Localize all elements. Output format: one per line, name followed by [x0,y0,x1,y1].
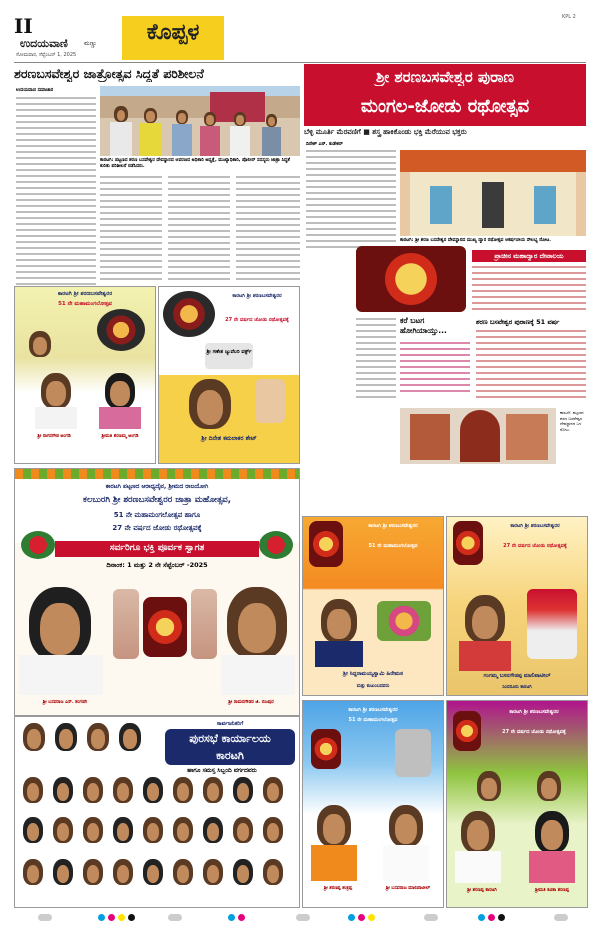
deity-image [356,246,466,312]
registration-mark [128,914,135,921]
registration-mark [478,914,485,921]
registration-mark [98,914,105,921]
left-story-byline: ಉದಯವಾಣಿ ಸಮಾಚಾರ [16,88,54,93]
ad-malipatil-sub: ಸಿಂದನೂರು ಕಾರಟಗಿ [502,685,532,690]
right-story-temple-photo [400,150,586,236]
big-ad-name1: ಶ್ರೀ ಬಸವರಾಜ ಎಸ್. ತಂಗಡಗಿ [42,700,88,705]
right-story-column-2 [472,266,586,314]
ad-big-welcome [14,468,300,716]
ad-hiremath-mid: 51 ನೇ ಮಹಾಮಂಗಲೋತ್ಸವ [368,543,418,549]
ad7-top: ಕಾರಟಗಿ ಶ್ರೀ ಶರಣಬಸವೇಶ್ವರರ [509,709,559,715]
right-story-headline-line1: ಶ್ರೀ ಶರಣಬಸವೇಶ್ವರ ಪುರಾಣ [375,68,515,86]
ad-malipatil-top: ಕಾರಟಗಿ ಶ್ರೀ ಶರಣಬಸವೇಶ್ವರರ [510,523,560,529]
registration-mark [228,914,235,921]
ad-malipatil [446,516,588,696]
big-ad-banner: ಸರ್ವರಿಗೂ ಭಕ್ತಿ ಪೂರ್ವಕ ಸ್ವಾಗತ [109,543,205,553]
right-story-column-3 [356,318,396,402]
left-story-column-4 [236,176,300,284]
ad6-name1: ಶ್ರೀ ಶರಣಪ್ಪ ಶಂಕ್ರಪ್ಪ [323,886,353,891]
right-story-photo-caption: ಕಾರಟಗಿ: ಶ್ರೀ ಶರಣ ಬಸವೇಶ್ವರ ದೇವಸ್ಥಾನದ ಮುಖ್ಯ ದ್ವಾರ ರಥೋತ್ಸವ ಆಕರ್ಷಣೀಯ ಸೌಲಭ್ಯ ನೋಟ. [400,238,551,243]
registration-mark [118,914,125,921]
right-story-subhead: ಬೆಳ್ಳಿ ಮೂರ್ತಿ ಮೆರವಣಿಗೆ ■ ಶಸ್ತ್ರ ಹಾಕಿಕೊಂಡು ಭಕ್ತಿ ಮೆರೆಯುವ ಭಕ್ತರು [304,128,467,136]
ad-purasabhe-heading: ಸಾರ್ವಜನಿಕರಿಗೆ [216,721,244,727]
ad-ganesh-name: ಶ್ರೀ ದಿನೇಶ ಕಮಲಾಕರ ಶೇಟ್ [201,435,257,442]
registration-mark [38,914,52,921]
ad-purasabhe-title1: ಪುರಸಭೆ ಕಾರ್ಯಾಲಯ [189,732,271,745]
big-ad-line3: 51 ನೇ ಮಹಾಮಂಗಲೋತ್ಸವ ಹಾಗೂ [113,511,201,519]
ad-ganesh-shop: ಶ್ರೀ ಗಣೇಶ ಜ್ಯುವೆಲರಿ ವರ್ಕ್ಸ್ [206,349,252,355]
registration-mark [348,914,355,921]
ad6-top: ಕಾರಟಗಿ ಶ್ರೀ ಶರಣಬಸವೇಶ್ವರರ [348,707,398,713]
registration-mark [498,914,505,921]
ad7-name2: ಶ್ರೀಮತಿ ಕವಿತಾ ಶರಣಪ್ಪ [535,888,569,893]
ad6-mid: 51 ನೇ ಮಹಾಮಂಗಲೋತ್ಸವ [348,717,398,723]
ad-hiremath [302,516,444,696]
right-story-headline-line2: ಮಂಗಲ-ಜೋಡು ರಥೋತ್ಸವ [360,96,530,117]
registration-mark [238,914,245,921]
ad-hiremath-name: ಶ್ರೀ ಸಿದ್ದರಾಮಯ್ಯಸ್ವಾಮಿ ಹಿರೇಮಠ [342,671,404,677]
ad7-name1: ಶ್ರೀ ಶರಣಪ್ಪ ಕಾರಟಗಿ [467,888,497,893]
left-story-photo-caption: ಕಾರಟಗಿ: ಪಟ್ಟಣದ ಶರಣ ಬಸವೇಶ್ವರ ದೇವಸ್ಥಾನದ ಆವರಣದ ಅಧಿಕಾರಿ ಅಧ್ಯಕ್ಷೆ, ಮುಖ್ಯಾಧಿಕಾರಿ, ಪೊಲೀಸ್ ಸದಸ್ಯರು ಜಾತ್ರಾ ಸಿದ್ಧತೆ ಕುರಿತು ಪರಿಶೀಲನೆ ನಡೆಸಿದರು. [100,158,290,170]
ad7-mid: 27 ನೇ ವರ್ಷದ ಜೋಡು ರಥೋತ್ಸವಕ್ಕೆ [502,729,566,735]
quote-title: ಕರೆ ಬಟಗ ಹೋಗಿಯಾಯ್ತು... [400,316,447,335]
ad-purasabhe-sub: ಹಾಗೂ ಸಮಸ್ತ ಸಿಬ್ಬಂದಿ ವರ್ಗದವರು [187,767,257,774]
ad-angadi [14,286,156,464]
ad-hiremath-top: ಕಾರಟಗಿ ಶ್ರೀ ಶರಣಬಸವೇಶ್ವರರ [368,523,418,529]
registration-mark [554,914,568,921]
ad-angadi-mid: 51 ನೇ ಮಹಾಮಂಗಲೋತ್ಸವ [58,301,112,307]
left-story-headline: ಶರಣಬಸವೇಶ್ವರ ಜಾತ್ರೋತ್ಸವ ಸಿದ್ದತೆ ಪರಿಶೀಲನೆ [14,66,204,81]
big-ad-dates: ದಿನಾಂಕ: 1 ಮತ್ತು 2 ನೇ ಸೆಪ್ಟೆಂಬರ್ -2025 [106,561,208,569]
right-story-byline: ದಿನೇಶ್ ಎನ್. ಕುಡೇಕರ್ [306,142,343,147]
box-title: ಪ್ರಾಚೀನ ಮಹಾದ್ವಾರ ದೇವಾಲಯ [494,252,564,260]
section-title: ಕೊಪ್ಪಳ [146,20,200,45]
registration-mark [168,914,182,921]
registration-mark [488,914,495,921]
ad-angadi-name2: ಶ್ರೀಮತಿ ಶರಣಮ್ಮ ಅಂಗಡಿ [101,434,139,439]
left-story-column-3 [168,176,230,284]
registration-mark [368,914,375,921]
registration-mark [108,914,115,921]
registration-mark [358,914,365,921]
left-story-column-1 [16,97,96,295]
ad-sharanappa-shankrappa [302,700,444,908]
ad6-name2: ಶ್ರೀ ಬಸವರಾಜ ಮಾಲಿಪಾಟೀಲ್ [385,886,431,891]
ad-malipatil-mid: 27 ನೇ ವರ್ಷದ ಜೋಡು ರಥೋತ್ಸವಕ್ಕೆ [503,543,567,549]
temple-interior-caption: ಕಾರಟಗಿ: ಪಟ್ಟಣದ ಶರಣ ಬಸವೇಶ್ವರ ದೇವಸ್ಥಾನದ ಒಳ ನೋಟ. [560,410,584,432]
temple-interior-photo [400,408,556,464]
quote-body [400,342,470,396]
big-ad-name2: ಶ್ರೀ ರಾಮನಗೌಡರ ಜಿ. ಬಿಜಪುರ [228,700,274,705]
ad-purasabhe [14,716,300,908]
ad-purasabhe-title2: ಕಾರಟಗಿ [216,749,244,762]
ad-angadi-top: ಕಾರಟಗಿ ಶ್ರೀ ಶರಣಬಸವೇಶ್ವರರ [57,291,113,297]
ad-malipatil-name: ಗಂಗಮ್ಮ ಬಸನಗೌಡಪ್ಪ ಮಾಲಿಪಾಟೀಲ್ [483,673,551,679]
registration-mark [296,914,310,921]
edition-label: ಮಣ್ಣು [84,40,97,47]
right-story-column-1 [306,150,396,252]
page-number: II [14,14,33,38]
left-story-photo [100,86,300,156]
ad-hiremath-sub: ಮತ್ತು ಕುಟುಂಬದವರು [356,684,390,689]
header-rule [14,62,586,63]
sub-box-body [476,330,586,402]
masthead: ಉದಯವಾಣಿ [20,37,68,50]
big-ad-line2: ಕಲಬುರಗಿ ಶ್ರೀ ಶರಣಬಸವೇಶ್ವರರ ಜಾತ್ರಾ ಮಹೋತ್ಸವ, [83,495,231,505]
ad-sharanappa-kavita [446,700,588,908]
registration-mark [424,914,438,921]
ad-ganesh-top: ಕಾರಟಗಿ ಶ್ರೀ ಶರಣಬಸವೇಶ್ವರರ [232,293,282,299]
ad-ganesh-jewellery [158,286,300,464]
big-ad-top: ಕಾರಟಗಿ ಪಟ್ಟಣದ ಆರಾಧ್ಯದೈವ, ಶ್ರೀಮದ ರಾಜಯೋಗಿ [105,483,209,490]
ad-ganesh-mid: 27 ನೇ ವರ್ಷದ ಜೋಡು ರಥೋತ್ಸವಕ್ಕೆ [225,317,289,323]
sub-box-title: ಶರಣ ಬಸವೇಶ್ವರ ಪುರಾಣಕ್ಕೆ 51 ವರ್ಷ [476,318,560,326]
ad-angadi-name1: ಶ್ರೀ ನಾಗನಗೌಡ ಅಂಗಡಿ [37,434,71,439]
big-ad-line4: 27 ನೇ ವರ್ಷದ ಜೋಡು ರಥೋತ್ಸವಕ್ಕೆ [112,524,202,532]
plate-code: KPL 2 [562,14,576,20]
dateline: ಸೋಮವಾರ, ಸೆಪ್ಟೆಂಬರ್ 1, 2025 [16,52,77,58]
left-story-column-2 [100,176,162,284]
